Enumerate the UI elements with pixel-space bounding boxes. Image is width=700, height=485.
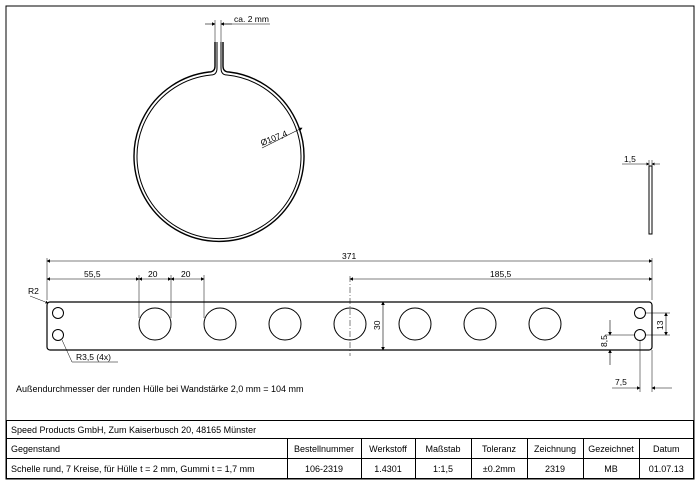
hole-spacing-dimension: 20 — [148, 269, 158, 279]
hole-spacing-dimension: 20 — [181, 269, 191, 279]
value-massstab: 1:1,5 — [415, 459, 471, 479]
sheet-border — [6, 6, 694, 479]
large-hole — [399, 308, 431, 340]
ring-view — [134, 14, 304, 241]
company-address: Speed Products GmbH, Zum Kaiserbusch 20, 48165 Münster — [7, 421, 693, 439]
gap-dimension: ca. 2 mm — [234, 14, 269, 24]
small-hole — [635, 330, 646, 341]
large-hole — [139, 308, 171, 340]
header-massstab: Maßstab — [415, 439, 471, 459]
title-block-table — [7, 439, 693, 478]
header-werkstoff: Werkstoff — [361, 439, 415, 459]
title-block — [6, 420, 694, 479]
value-gegenstand: Schelle rund, 7 Kreise, für Hülle t = 2 mm, Gummi t = 1,7 mm — [7, 459, 287, 479]
small-hole — [53, 330, 64, 341]
large-hole — [529, 308, 561, 340]
value-werkstoff: 1.4301 — [361, 459, 415, 479]
thickness-view — [622, 154, 660, 234]
header-bestellnummer: Bestellnummer — [287, 439, 361, 459]
small-hole-radius-dimension: R3,5 (4x) — [76, 352, 111, 362]
header-zeichnung: Zeichnung — [527, 439, 583, 459]
title-block-header-row — [7, 439, 693, 459]
strip-view — [28, 251, 672, 392]
left-offset-dimension: 55,5 — [84, 269, 101, 279]
header-toleranz: Toleranz — [471, 439, 527, 459]
corner-radius-dimension: R2 — [28, 286, 39, 296]
header-gegenstand: Gegenstand — [7, 439, 287, 459]
strip-edge — [649, 166, 652, 234]
drawing-note: Außendurchmesser der runden Hülle bei Wandstärke 2,0 mm = 104 mm — [16, 384, 304, 394]
thickness-dimension: 1,5 — [624, 154, 636, 164]
small-hole — [635, 308, 646, 319]
overall-length-dimension: 371 — [342, 251, 357, 261]
value-bestellnummer: 106-2319 — [287, 459, 361, 479]
value-zeichnung: 2319 — [527, 459, 583, 479]
large-hole — [204, 308, 236, 340]
value-gezeichnet: MB — [583, 459, 639, 479]
header-gezeichnet: Gezeichnet — [583, 439, 639, 459]
diameter-dimension: Ø107,4 — [259, 128, 289, 148]
right-edge-dimension: 7,5 — [615, 377, 627, 387]
large-hole — [464, 308, 496, 340]
hole-distance-dimension: 13 — [655, 320, 665, 330]
title-block-value-row — [7, 459, 693, 479]
hole-y-dimension: 8,5 — [599, 335, 609, 347]
small-hole — [53, 308, 64, 319]
header-datum: Datum — [639, 439, 693, 459]
large-hole — [269, 308, 301, 340]
right-offset-dimension: 185,5 — [490, 269, 512, 279]
height-dimension: 30 — [372, 320, 382, 330]
value-toleranz: ±0.2mm — [471, 459, 527, 479]
value-datum: 01.07.13 — [648, 463, 684, 474]
